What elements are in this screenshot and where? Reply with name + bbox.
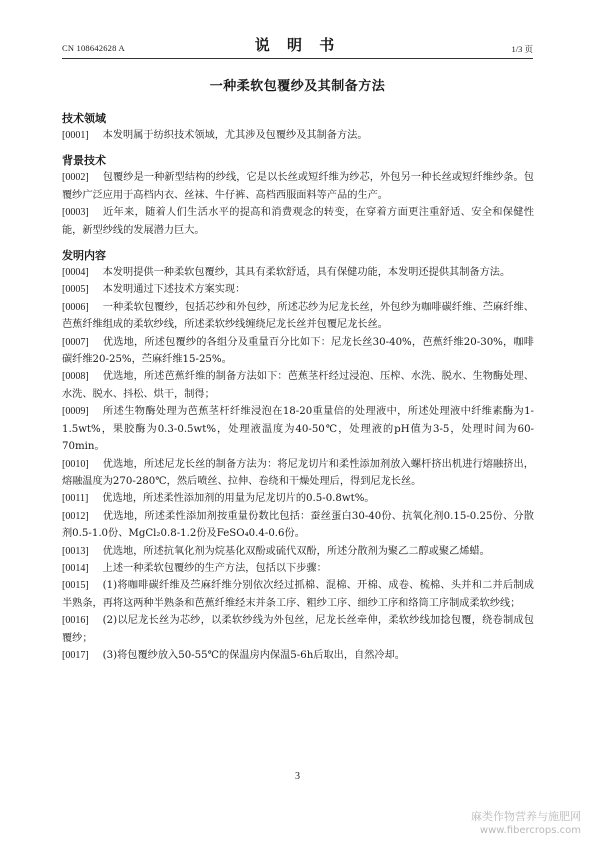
paragraph [62,647,534,664]
paragraph-number: [0010] [62,458,89,470]
watermark-url: www.fibercrops.com [479,825,581,836]
paragraph [62,612,534,647]
document-title: 一种柔软包覆纱及其制备方法 [209,79,386,94]
paragraph-number: [0002] [62,172,89,184]
paragraph [62,264,534,281]
patent-number: CN 108642628 A [62,43,125,53]
paragraph [62,403,534,455]
paragraph-number: [0011] [62,493,89,505]
paragraph-number: [0007] [62,336,89,348]
tech-field-paragraphs [62,127,534,144]
paragraph-number: [0012] [62,510,89,522]
paragraph-text: 优选地，所述包覆纱的各组分及重量百分比如下：尼龙长丝30-40%，芭蕉纤维20-30%，咖啡碳纤维20-25%，苎麻纤维15-25%。 [62,336,534,366]
header-divider [62,58,533,59]
paragraph-number: [0004] [62,267,89,279]
paragraph [62,543,534,560]
paragraph-text: 所述生物酶处理为芭蕉茎杆纤维浸泡在18-20重量倍的处理液中，所述处理液中纤维素酶为1-1.5wt%，果胶酶为0.3-0.5wt%，处理液温度为40-50℃，处理液的pH值为3-5，处理时间为60-70min。 [62,406,534,453]
watermark-title: 麻类作物营养与施肥网 [471,810,581,823]
summary-paragraphs [62,264,534,664]
paragraph-number: [0009] [62,406,89,418]
paragraph [62,456,534,491]
document-body [62,110,534,664]
background-paragraphs [62,169,534,239]
paragraph-text: (3)将包覆纱放入50-55℃的保温房内保温5-6h后取出，自然冷却。 [102,649,405,661]
paragraph-text: 优选地，所述抗氧化剂为烷基化双酚或硫代双酚，所述分散剂为聚乙二醇或聚乙烯蜡。 [102,545,490,557]
paragraph-text: 优选地，所述柔性添加剂的用量为尼龙切片的0.5-0.8wt%。 [102,493,375,505]
paragraph-text: 本发明属于纺织技术领域，尤其涉及包覆纱及其制备方法。 [102,130,368,141]
paragraph-text: 近年来，随着人们生活水平的提高和消费观念的转变，在穿着方面更注重舒适、安全和保健性能，新型纱线的发展潜力巨大。 [62,207,534,236]
section-heading-background: 背景技术 [62,154,106,168]
paragraph-text: 上述一种柔软包覆纱的生产方法，包括以下步骤： [102,562,327,574]
page-header [62,34,533,56]
paragraph-number: [0005] [62,284,89,296]
paragraph [62,490,534,507]
section-heading-tech-field: 技术领域 [62,112,106,125]
paragraph [62,334,534,369]
paragraph-text: 本发明通过下述技术方案实现： [102,284,246,296]
paragraph [62,577,534,612]
paragraph-text: 本发明提供一种柔软包覆纱，其具有柔软舒适，具有保健功能，本发明还提供其制备方法。 [102,267,511,279]
paragraph [62,560,534,577]
site-watermark [471,810,581,838]
paragraph-text: 包覆纱是一种新型结构的纱线，它是以长丝或短纤维为纱芯，外包另一种长丝或短纤维纱条。包覆纱广泛应用于高档内衣、丝袜、牛仔裤、高档西服面料等产品的生产。 [62,172,534,201]
paragraph [62,508,534,543]
paragraph-number: [0015] [62,580,89,592]
section-heading-summary: 发明内容 [62,249,106,263]
paragraph-number: [0003] [62,207,89,219]
paragraph-text: 优选地，所述柔性添加剂按重量份数比包括：蚕丝蛋白30-40份、抗氧化剂0.15-0.25份、分散剂0.5-1.0份、MgCl₂0.8-1.2份及FeSO₄0.4-0.6份。 [62,510,534,540]
paragraph-number: [0013] [62,545,89,557]
paragraph-number: [0014] [62,562,89,574]
paragraph-text: 一种柔软包覆纱，包括芯纱和外包纱，所述芯纱为尼龙长丝，外包纱为咖啡碳纤维、苎麻纤维、芭蕉纤维组成的柔软纱线，所述柔软纱线缠绕尼龙长丝并包覆尼龙长丝。 [62,301,534,331]
paragraph-number: [0016] [62,615,89,627]
page-indicator: 1/3 页 [511,44,533,54]
paragraph-text: 优选地，所述尼龙长丝的制备方法为：将尼龙切片和柔性添加剂放入螺杆挤出机进行熔融挤出，熔融温度为270-280℃，然后喷丝、拉伸、卷绕和干燥处理后，得到尼龙长丝。 [62,458,534,487]
paragraph [62,299,534,334]
paragraph-text: (2)以尼龙长丝为芯纱，以柔软纱线为外包丝，尼龙长丝牵伸，柔软纱线加捻包覆，绕卷制成包覆纱； [62,615,534,644]
paragraph-number: [0017] [62,649,89,661]
paragraph-number: [0001] [62,130,89,141]
paragraph-number: [0006] [62,301,89,313]
document-type: 说 明 书 [254,36,341,54]
page-number: 3 [295,771,300,782]
paragraph [62,281,534,298]
paragraph-text: 优选地，所述芭蕉纤维的制备方法如下：芭蕉茎杆经过浸泡、压榨、水洗、脱水、生物酶处理、水洗、脱水、抖松、烘干，制得； [62,371,534,400]
paragraph-number: [0008] [62,371,89,383]
paragraph [62,169,534,204]
paragraph-text: (1)将咖啡碳纤维及苎麻纤维分别依次经过抓棉、混棉、开棉、成卷、梳棉、头并和二并后制成半熟条，再将这两种半熟条和芭蕉纤维经末并条工序、粗纱工序、细纱工序和络筒工序制成柔软纱线； [62,580,534,609]
paragraph [62,368,534,403]
paragraph [62,127,534,144]
paragraph [62,204,534,239]
